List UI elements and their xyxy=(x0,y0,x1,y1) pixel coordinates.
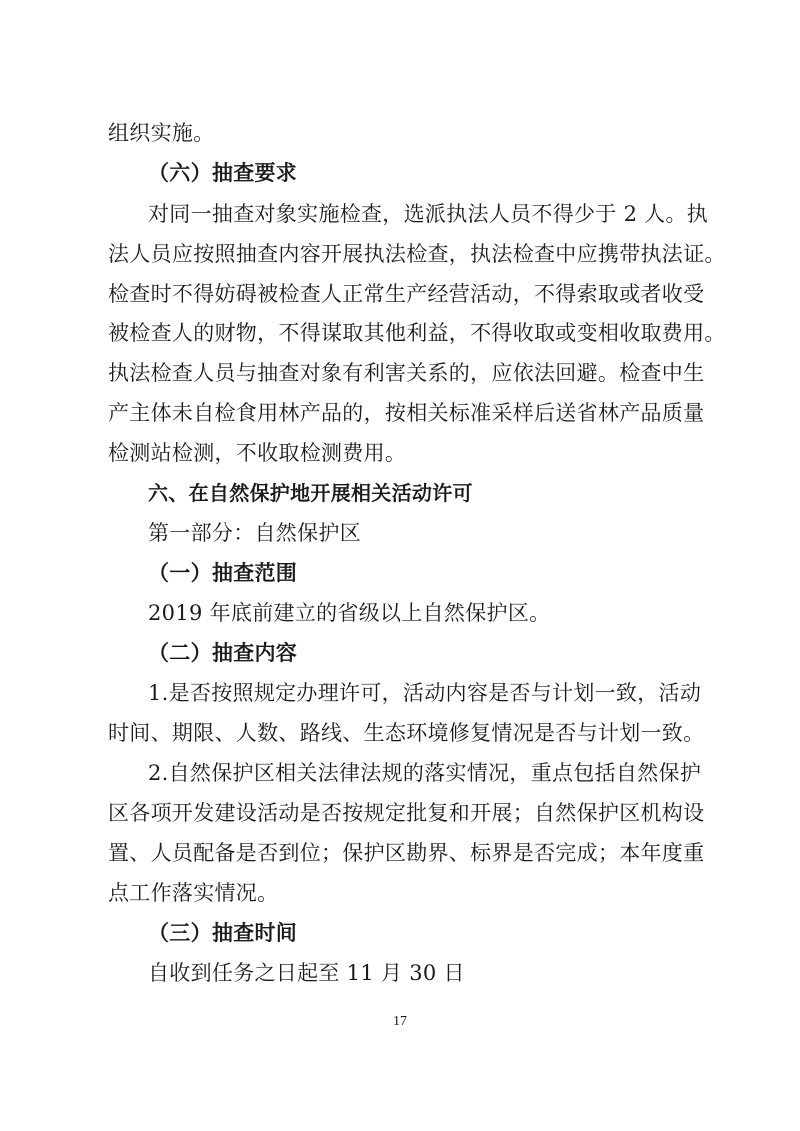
text-line: 2019 年底前建立的省级以上自然保护区。 xyxy=(148,601,551,625)
text-line: 1.是否按照规定办理许可，活动内容是否与计划一致，活动 xyxy=(148,681,702,705)
text-line: 区各项开发建设活动是否按规定批复和开展；自然保护区机构设 xyxy=(108,801,705,825)
text-line: 法人员应按照抽查内容开展执法检查，执法检查中应携带执法证。 xyxy=(108,242,726,266)
text-line: 点工作落实情况。 xyxy=(108,881,279,905)
subsection-heading: （二）抽查内容 xyxy=(148,640,298,665)
text-line: 时间、期限、人数、路线、生态环境修复情况是否与计划一致。 xyxy=(108,721,705,745)
text-line: 产主体未自检食用林产品的，按相关标准采样后送省林产品质量 xyxy=(108,401,705,425)
text-line: 检查时不得妨碍被检查人正常生产经营活动，不得索取或者收受 xyxy=(108,282,705,306)
text-line: 执法检查人员与抽查对象有利害关系的，应依法回避。检查中生 xyxy=(108,361,705,385)
text-line: 自收到任务之日起至 11 月 30 日 xyxy=(148,961,465,985)
text-line: 组织实施。 xyxy=(108,121,215,145)
subsection-heading: （六）抽查要求 xyxy=(148,160,298,185)
text-line: 2.自然保护区相关法律法规的落实情况，重点包括自然保护 xyxy=(148,761,702,785)
subsection-heading: （一）抽查范围 xyxy=(148,560,298,585)
text-line: 置、人员配备是否到位；保护区勘界、标界是否完成；本年度重 xyxy=(108,841,705,865)
subsection-heading: （三）抽查时间 xyxy=(148,920,298,945)
text-line: 被检查人的财物，不得谋取其他利益，不得收取或变相收取费用。 xyxy=(108,321,726,345)
text-line: 检测站检测，不收取检测费用。 xyxy=(108,441,407,465)
text-line: 对同一抽查对象实施检查，选派执法人员不得少于 2 人。执 xyxy=(148,202,709,226)
section-heading: 六、在自然保护地开展相关活动许可 xyxy=(148,481,473,505)
page-number: 17 xyxy=(393,1014,407,1029)
text-line: 第一部分：自然保护区 xyxy=(148,521,361,545)
